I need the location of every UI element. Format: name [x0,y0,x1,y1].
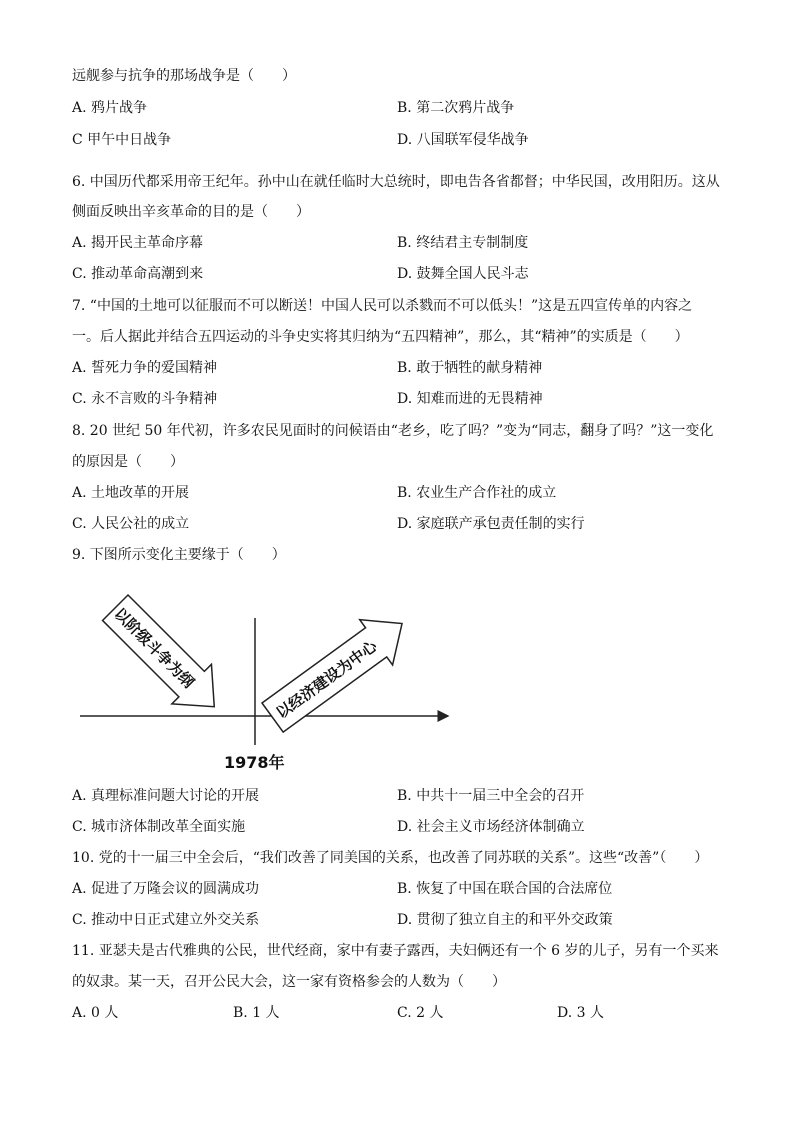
policy-shift-diagram [70,585,470,775]
q10-stem: 10. 党的十一届三中全会后，“我们改善了同美国的关系，也改善了同苏联的关系”。这些“改善”（ ） [72,850,709,866]
q6-option-d[interactable]: D. 鼓舞全国人民斗志 [397,266,529,282]
q9-option-d[interactable]: D. 社会主义市场经济体制确立 [397,819,585,835]
q6-stem-line1: 6. 中国历代都采用帝王纪年。孙中山在就任临时大总统时，即电告各省都督；中华民国，改用阳历。这从 [72,174,720,190]
q7-option-d[interactable]: D. 知难而进的无畏精神 [397,391,543,407]
q10-option-c[interactable]: C. 推动中日正式建立外交关系 [72,912,260,928]
economic-construction-arrow [256,601,418,740]
q6-option-a[interactable]: A. 揭开民主革命序幕 [72,235,204,251]
q5-option-a[interactable]: A. 鸦片战争 [72,100,148,116]
q7-option-b[interactable]: B. 敢于牺牲的献身精神 [397,360,543,376]
q10-option-b[interactable]: B. 恢复了中国在联合国的合法席位 [397,881,613,897]
q11-option-b[interactable]: B. 1 人 [233,1005,280,1021]
q9-option-a[interactable]: A. 真理标准问题大讨论的开展 [72,788,260,804]
economic-construction-arrow-label: 以经济建设为中心 [272,637,381,723]
q8-option-c[interactable]: C. 人民公社的成立 [72,516,190,532]
class-struggle-arrow [95,588,234,727]
q7-stem-line2: 一。后人据此并结合五四运动的斗争史实将其归纳为“五四精神”，那么，其“精神”的实质是（ ） [72,329,689,345]
q9-option-b[interactable]: B. 中共十一届三中全会的召开 [397,788,585,804]
q11-option-c[interactable]: C. 2 人 [397,1005,444,1021]
q11-option-a[interactable]: A. 0 人 [72,1005,119,1021]
q6-option-c[interactable]: C. 推动革命高潮到来 [72,266,204,282]
q10-option-d[interactable]: D. 贯彻了独立自主的和平外交政策 [397,912,613,928]
q8-stem-line2: 的原因是（ ） [72,454,184,470]
q8-option-a[interactable]: A. 土地改革的开展 [72,485,190,501]
q10-option-a[interactable]: A. 促进了万隆会议的圆满成功 [72,881,260,897]
q9-stem: 9. 下图所示变化主要缘于（ ） [72,547,286,563]
q11-stem-line2: 的奴隶。某一天，召开公民大会，这一家有资格参会的人数为（ ） [72,974,506,990]
q5-option-b[interactable]: B. 第二次鸦片战争 [397,100,515,116]
q8-stem-line1: 8. 20 世纪 50 年代初，许多农民见面时的问候语由“老乡，吃了吗？”变为“同志，翻身了吗？”这一变化 [72,423,714,439]
q5-option-d[interactable]: D. 八国联军侵华战争 [397,132,529,148]
class-struggle-arrow-label: 以阶级斗争为纲 [110,604,198,692]
q6-stem-line2: 侧面反映出辛亥革命的目的是（ ） [72,204,310,220]
q7-stem-line1: 7. “中国的土地可以征服而不可以断送！中国人民可以杀戮而不可以低头！”这是五四宣传单的内容之 [72,298,693,314]
q8-option-b[interactable]: B. 农业生产合作社的成立 [397,485,557,501]
year-label: 1978年 [224,753,285,772]
q5-option-c[interactable]: C 甲午中日战争 [72,132,172,148]
q7-option-c[interactable]: C. 永不言败的斗争精神 [72,391,218,407]
q9-option-c[interactable]: C. 城市济体制改革全面实施 [72,819,246,835]
q11-option-d[interactable]: D. 3 人 [557,1005,604,1021]
q7-option-a[interactable]: A. 誓死力争的爱国精神 [72,360,218,376]
q5-stem: 远舰参与抗争的那场战争是（ ） [72,68,296,84]
q11-stem-line1: 11. 亚瑟夫是古代雅典的公民，世代经商，家中有妻子露西，夫妇俩还有一个 6 岁的儿子，另有一个买来 [72,943,719,959]
q8-option-d[interactable]: D. 家庭联产承包责任制的实行 [397,516,585,532]
q6-option-b[interactable]: B. 终结君主专制制度 [397,235,529,251]
